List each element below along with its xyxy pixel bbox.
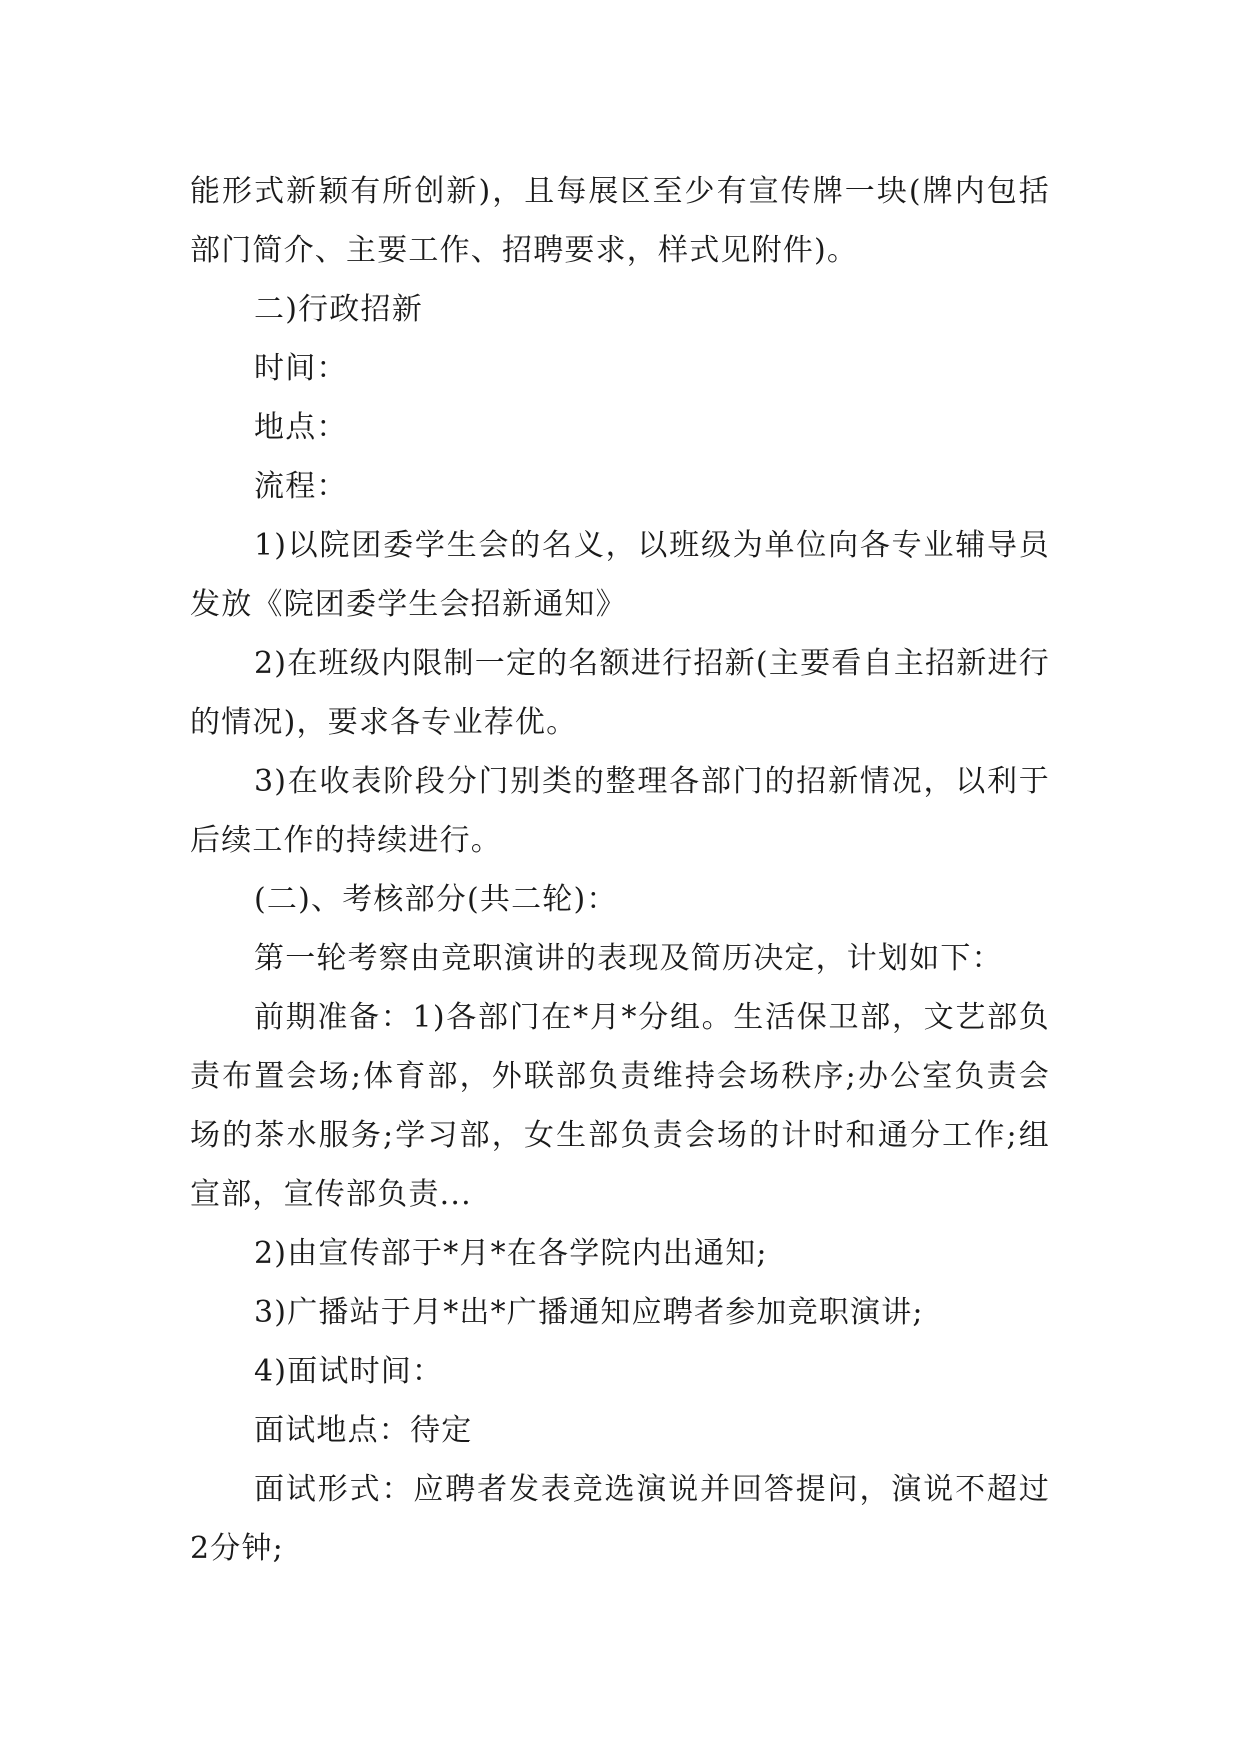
- document-body: [190, 162, 1050, 1578]
- interview-time: 4)面试时间：: [254, 1354, 444, 1389]
- preparation-step-1: 前期准备：1)各部门在*月*分组。生活保卫部，文艺部负责布置会场;体育部，外联部负责维持会场秩序;办公室负责会场的茶水服务;学习部，女生部负责会场的计时和通分工作;组宣部，宣传部负责...: [190, 1000, 1050, 1212]
- process-step-1: 1)以院团委学生会的名义，以班级为单位向各专业辅导员发放《院团委学生会招新通知》: [190, 528, 1050, 622]
- process-step-3: 3)在收表阶段分门别类的整理各部门的招新情况，以利于后续工作的持续进行。: [190, 764, 1050, 858]
- interview-format: 面试形式：应聘者发表竞选演说并回答提问，演说不超过2分钟;: [190, 1472, 1050, 1566]
- section-heading-admin-recruitment: 二)行政招新: [254, 292, 423, 327]
- field-process: 流程：: [254, 469, 348, 504]
- interview-location: 面试地点：待定: [254, 1413, 473, 1448]
- field-location: 地点：: [254, 410, 348, 445]
- preparation-step-3: 3)广播站于月*出*广播通知应聘者参加竞职演讲;: [254, 1295, 924, 1330]
- process-step-2: 2)在班级内限制一定的名额进行招新(主要看自主招新进行的情况)，要求各专业荐优。: [190, 646, 1050, 740]
- section-heading-assessment: (二)、考核部分(共二轮)：: [254, 882, 618, 917]
- round-one-intro: 第一轮考察由竞职演讲的表现及简历决定，计划如下：: [254, 941, 1003, 976]
- paragraph-continuation: 能形式新颖有所创新)，且每展区至少有宣传牌一块(牌内包括部门简介、主要工作、招聘要求，样式见附件)。: [190, 174, 1050, 268]
- preparation-step-2: 2)由宣传部于*月*在各学院内出通知;: [254, 1236, 768, 1271]
- field-time: 时间：: [254, 351, 348, 386]
